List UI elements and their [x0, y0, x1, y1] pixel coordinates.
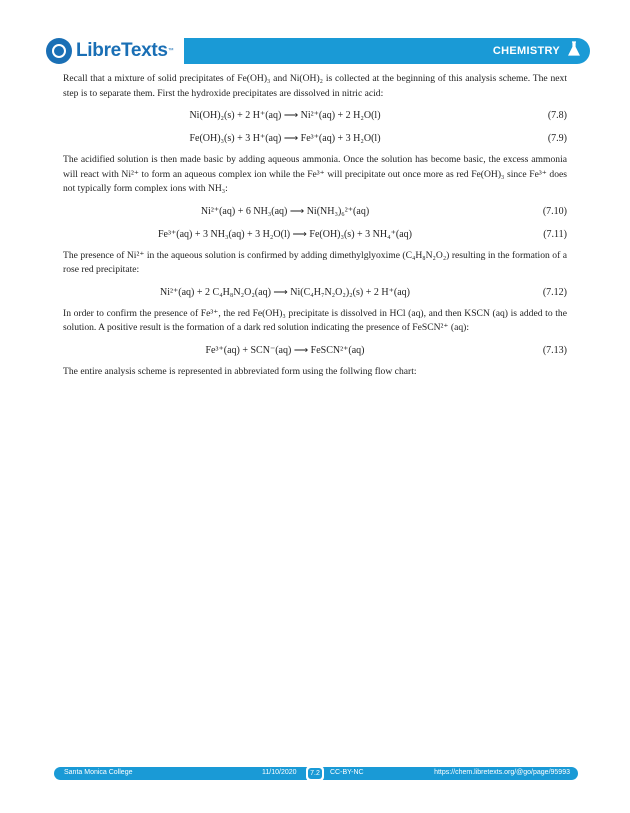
footer-license: CC-BY-NC [330, 769, 364, 776]
paragraph-iron-test: In order to confirm the presence of Fe³⁺, the red Fe(OH)₃ precipitate is dissolved in HCl (aq), and then KSCN (aq) is added to the solution. A positive result is the formation of a dark red solution indicating the presence of FeSCN²⁺ (aq): [63, 307, 567, 333]
equation-7-10 [63, 203, 567, 221]
equation-expression: Fe³⁺(aq) + SCN⁻(aq) ⟶ FeSCN²⁺(aq) [205, 344, 365, 356]
equation-7-11 [63, 226, 567, 244]
page-header [42, 36, 590, 66]
equation-number: (7.11) [543, 228, 567, 240]
logo-text: LibreTexts [76, 40, 168, 61]
footer-date: 11/10/2020 [262, 769, 297, 776]
equation-number: (7.12) [542, 286, 567, 298]
page-number-badge [306, 766, 324, 781]
paragraph-nickel-test: The presence of Ni²⁺ in the aqueous solution is confirmed by adding dimethylglyoxime (C₄H₈N₂O₂) resulting in the formation of a rose red precipitate: [63, 249, 567, 275]
page-footer [54, 767, 578, 780]
equation-7-9 [63, 130, 567, 148]
equation-expression: Fe(OH)₃(s) + 3 H⁺(aq) ⟶ Fe³⁺(aq) + 3 H₂O(l) [189, 133, 381, 144]
logo-trademark: ™ [167, 48, 174, 54]
footer-college: Santa Monica College [64, 769, 133, 776]
equation-7-13 [63, 342, 567, 360]
equation-expression: Ni²⁺(aq) + 6 NH₃(aq) ⟶ Ni(NH₃)₆²⁺(aq) [200, 205, 370, 217]
footer-url[interactable]: https://chem.libretexts.org/@go/page/95993 [434, 769, 570, 776]
libretexts-logo-icon [46, 38, 72, 64]
libretexts-logo[interactable] [46, 36, 184, 66]
equation-expression: Fe³⁺(aq) + 3 NH₃(aq) + 3 H₂O(l) ⟶ Fe(OH)₃(s) + 3 NH₄⁺(aq) [158, 228, 412, 240]
subject-label: CHEMISTRY [492, 45, 560, 57]
paragraph-intro: Recall that a mixture of solid precipitates of Fe(OH)₃ and Ni(OH)₂ is collected at the beginning of this analysis scheme. The next step is to separate them. First the hydroxide precipitates are dissolved in nitric acid: [63, 73, 567, 99]
equation-number: (7.10) [542, 205, 567, 217]
equation-number: (7.13) [542, 344, 567, 356]
equation-number: (7.8) [547, 110, 567, 121]
equation-expression: Ni²⁺(aq) + 2 C₄H₈N₂O₂(aq) ⟶ Ni(C₄H₇N₂O₂)₂(s) + 2 H⁺(aq) [160, 286, 410, 298]
page-content [63, 72, 567, 385]
equation-number: (7.9) [547, 133, 567, 144]
equation-7-8 [63, 107, 567, 125]
equation-expression: Ni(OH)₂(s) + 2 H⁺(aq) ⟶ Ni²⁺(aq) + 2 H₂O(l) [189, 110, 381, 121]
equation-7-12 [63, 284, 567, 302]
paragraph-flow-chart: The entire analysis scheme is represented in abbreviated form using the follwing flow chart: [63, 365, 417, 377]
paragraph-ammonia: The acidified solution is then made basic by adding aqueous ammonia. Once the solution has become basic, the excess ammonia will react with Ni²⁺ to form an aqueous complex ion while the Fe³⁺ will precipitate out once more as red Fe(OH)₃ since Fe³⁺ does not typically form complex ions with NH₃: [63, 154, 567, 194]
flask-icon [567, 41, 581, 57]
page-number: 7.2 [308, 768, 322, 779]
